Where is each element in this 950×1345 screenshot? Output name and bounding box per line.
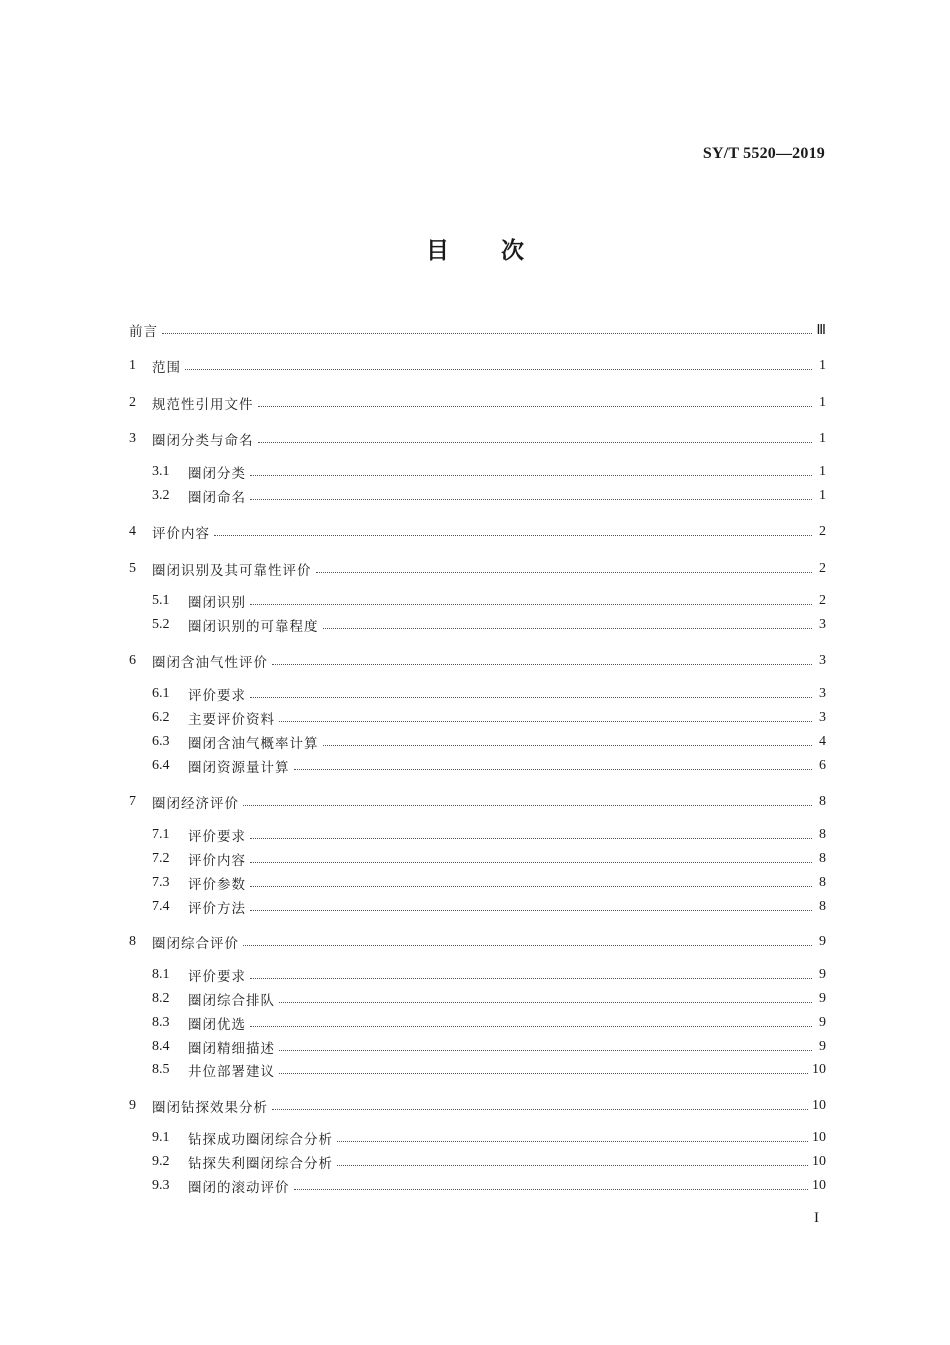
toc-entry[interactable]: [129, 428, 826, 450]
toc-entry[interactable]: [152, 707, 826, 729]
toc-entry[interactable]: [129, 931, 826, 953]
toc-entry-label: 圈闭命名: [188, 490, 246, 506]
toc-entry-page: 4: [819, 734, 826, 749]
toc-entry-page: 3: [819, 617, 826, 632]
toc-entry-label: 范围: [152, 360, 181, 376]
toc-entry-label: 评价要求: [188, 688, 246, 704]
toc-entry-number: 8.3: [152, 1015, 170, 1030]
toc-entry-number: 3: [129, 431, 136, 446]
toc-entry-page: 1: [819, 464, 826, 479]
dot-leader: [250, 909, 812, 911]
toc-entry-page: 2: [819, 524, 826, 539]
toc-entry-number: 3.2: [152, 488, 170, 503]
toc-entry-label: 圈闭的滚动评价: [188, 1180, 290, 1196]
toc-entry[interactable]: [129, 1095, 826, 1117]
dot-leader: [250, 498, 812, 500]
toc-entry-label: 圈闭钻探效果分析: [152, 1100, 268, 1116]
toc-entry-page: 1: [819, 395, 826, 410]
toc-entry-number: 7.4: [152, 899, 170, 914]
dot-leader: [323, 744, 813, 746]
toc-entry-number: 6.1: [152, 686, 170, 701]
toc-entry-label: 评价要求: [188, 969, 246, 985]
toc-entry[interactable]: [152, 683, 826, 705]
toc-entry[interactable]: [152, 824, 826, 846]
toc-entry-label: 前言: [129, 324, 158, 340]
toc-entry-label: 井位部署建议: [188, 1064, 275, 1080]
toc-entry[interactable]: [152, 485, 826, 507]
dot-leader: [279, 1001, 812, 1003]
toc-entry-number: 9.3: [152, 1178, 170, 1193]
toc-entry[interactable]: [152, 1127, 826, 1149]
toc-entry-page: 6: [819, 758, 826, 773]
dot-leader: [185, 368, 812, 370]
toc-entry-page: 10: [812, 1098, 826, 1113]
dot-leader: [250, 837, 812, 839]
dot-leader: [250, 885, 812, 887]
toc-entry[interactable]: [152, 590, 826, 612]
toc-entry-page: 3: [819, 710, 826, 725]
toc-entry-page: 2: [819, 593, 826, 608]
table-of-contents: [129, 0, 826, 1345]
toc-entry-number: 9.1: [152, 1130, 170, 1145]
toc-entry[interactable]: [129, 521, 826, 543]
dot-leader: [323, 627, 813, 629]
toc-entry-page: 8: [819, 875, 826, 890]
toc-entry-page: 8: [819, 794, 826, 809]
toc-entry-number: 8: [129, 934, 136, 949]
toc-entry-label: 评价要求: [188, 829, 246, 845]
toc-entry-label: 圈闭经济评价: [152, 796, 239, 812]
toc-entry-number: 6.4: [152, 758, 170, 773]
dot-leader: [214, 534, 812, 536]
dot-leader: [258, 441, 813, 443]
toc-entry[interactable]: [152, 1175, 826, 1197]
toc-entry-number: 3.1: [152, 464, 170, 479]
toc-entry-number: 4: [129, 524, 136, 539]
dot-leader: [272, 1108, 808, 1110]
toc-entry-label: 圈闭精细描述: [188, 1041, 275, 1057]
toc-entry-page: 9: [819, 1015, 826, 1030]
toc-entry-label: 钻探失利圈闭综合分析: [188, 1156, 333, 1172]
dot-leader: [279, 1049, 812, 1051]
title-char-2: 次: [501, 238, 524, 264]
toc-entry-number: 5: [129, 561, 136, 576]
toc-entry-number: 7.2: [152, 851, 170, 866]
toc-entry[interactable]: [129, 558, 826, 580]
toc-entry[interactable]: [152, 461, 826, 483]
toc-entry-number: 7.3: [152, 875, 170, 890]
standard-code: SY/T 5520—2019: [702, 145, 825, 162]
toc-entry-number: 6: [129, 653, 136, 668]
toc-entry-number: 6.3: [152, 734, 170, 749]
dot-leader: [294, 768, 813, 770]
toc-entry-number: 7.1: [152, 827, 170, 842]
toc-entry-page: 9: [819, 967, 826, 982]
toc-entry-number: 9: [129, 1098, 136, 1113]
toc-entry[interactable]: [152, 1012, 826, 1034]
toc-entry-number: 2: [129, 395, 136, 410]
dot-leader: [243, 804, 812, 806]
toc-entry[interactable]: [152, 896, 826, 918]
dot-leader: [250, 861, 812, 863]
toc-entry-page: 1: [819, 358, 826, 373]
toc-entry[interactable]: [152, 848, 826, 870]
toc-entry-number: 8.5: [152, 1062, 170, 1077]
toc-entry-page: 9: [819, 1039, 826, 1054]
toc-entry-label: 钻探成功圈闭综合分析: [188, 1132, 333, 1148]
toc-entry-label: 圈闭优选: [188, 1017, 246, 1033]
dot-leader: [250, 603, 812, 605]
toc-entry-page: 8: [819, 899, 826, 914]
dot-leader: [250, 977, 812, 979]
toc-entry-label: 圈闭资源量计算: [188, 760, 290, 776]
toc-entry-label: 圈闭含油气概率计算: [188, 736, 319, 752]
toc-entry-number: 5.1: [152, 593, 170, 608]
toc-entry-number: 6.2: [152, 710, 170, 725]
toc-entry-page: Ⅲ: [816, 322, 826, 338]
toc-entry-page: 8: [819, 851, 826, 866]
toc-entry[interactable]: [129, 392, 826, 414]
dot-leader: [294, 1188, 809, 1190]
toc-entry[interactable]: [152, 1036, 826, 1058]
toc-entry[interactable]: [152, 1151, 826, 1173]
toc-entry[interactable]: [129, 355, 826, 377]
toc-entry-number: 8.1: [152, 967, 170, 982]
dot-leader: [337, 1164, 808, 1166]
toc-entry-number: 9.2: [152, 1154, 170, 1169]
toc-entry-page: 9: [819, 991, 826, 1006]
toc-entry[interactable]: [152, 872, 826, 894]
toc-entry-label: 圈闭识别的可靠程度: [188, 619, 319, 635]
toc-entry-page: 1: [819, 431, 826, 446]
toc-entry-label: 圈闭分类与命名: [152, 433, 254, 449]
toc-entry-page: 10: [812, 1178, 826, 1193]
toc-entry[interactable]: [152, 731, 826, 753]
toc-entry-page: 3: [819, 653, 826, 668]
toc-entry-page: 8: [819, 827, 826, 842]
dot-leader: [250, 474, 812, 476]
toc-entry-page: 3: [819, 686, 826, 701]
toc-entry[interactable]: [152, 964, 826, 986]
toc-entry-label: 圈闭综合评价: [152, 936, 239, 952]
toc-entry-number: 5.2: [152, 617, 170, 632]
toc-entry[interactable]: [129, 791, 826, 813]
dot-leader: [272, 663, 812, 665]
toc-entry-label: 评价方法: [188, 901, 246, 917]
toc-entry[interactable]: [129, 319, 826, 341]
toc-entry-label: 评价内容: [188, 853, 246, 869]
dot-leader: [279, 1072, 808, 1074]
toc-entry-page: 10: [812, 1062, 826, 1077]
toc-entry-number: 8.4: [152, 1039, 170, 1054]
toc-entry[interactable]: [152, 988, 826, 1010]
toc-entry[interactable]: [152, 614, 826, 636]
toc-entry-label: 评价内容: [152, 526, 210, 542]
toc-entry-page: 10: [812, 1154, 826, 1169]
dot-leader: [258, 405, 813, 407]
toc-entry[interactable]: [129, 650, 826, 672]
dot-leader: [316, 571, 813, 573]
toc-entry-page: 2: [819, 561, 826, 576]
toc-entry-page: 1: [819, 488, 826, 503]
toc-entry-number: 8.2: [152, 991, 170, 1006]
dot-leader: [337, 1140, 808, 1142]
toc-entry-label: 主要评价资料: [188, 712, 275, 728]
toc-entry[interactable]: [152, 1059, 826, 1081]
dot-leader: [279, 720, 812, 722]
toc-entry-label: 圈闭综合排队: [188, 993, 275, 1009]
page-number: I: [814, 1210, 819, 1226]
toc-entry-label: 圈闭识别: [188, 595, 246, 611]
toc-entry-label: 评价参数: [188, 877, 246, 893]
toc-entry-number: 1: [129, 358, 136, 373]
toc-entry-label: 规范性引用文件: [152, 397, 254, 413]
title-char-1: 目: [426, 238, 449, 264]
dot-leader: [250, 696, 812, 698]
toc-entry-label: 圈闭含油气性评价: [152, 655, 268, 671]
dot-leader: [162, 332, 812, 334]
dot-leader: [243, 944, 812, 946]
toc-entry-page: 9: [819, 934, 826, 949]
toc-entry-page: 10: [812, 1130, 826, 1145]
toc-entry-label: 圈闭分类: [188, 466, 246, 482]
toc-entry-label: 圈闭识别及其可靠性评价: [152, 563, 312, 579]
dot-leader: [250, 1025, 812, 1027]
toc-entry[interactable]: [152, 755, 826, 777]
toc-entry-number: 7: [129, 794, 136, 809]
